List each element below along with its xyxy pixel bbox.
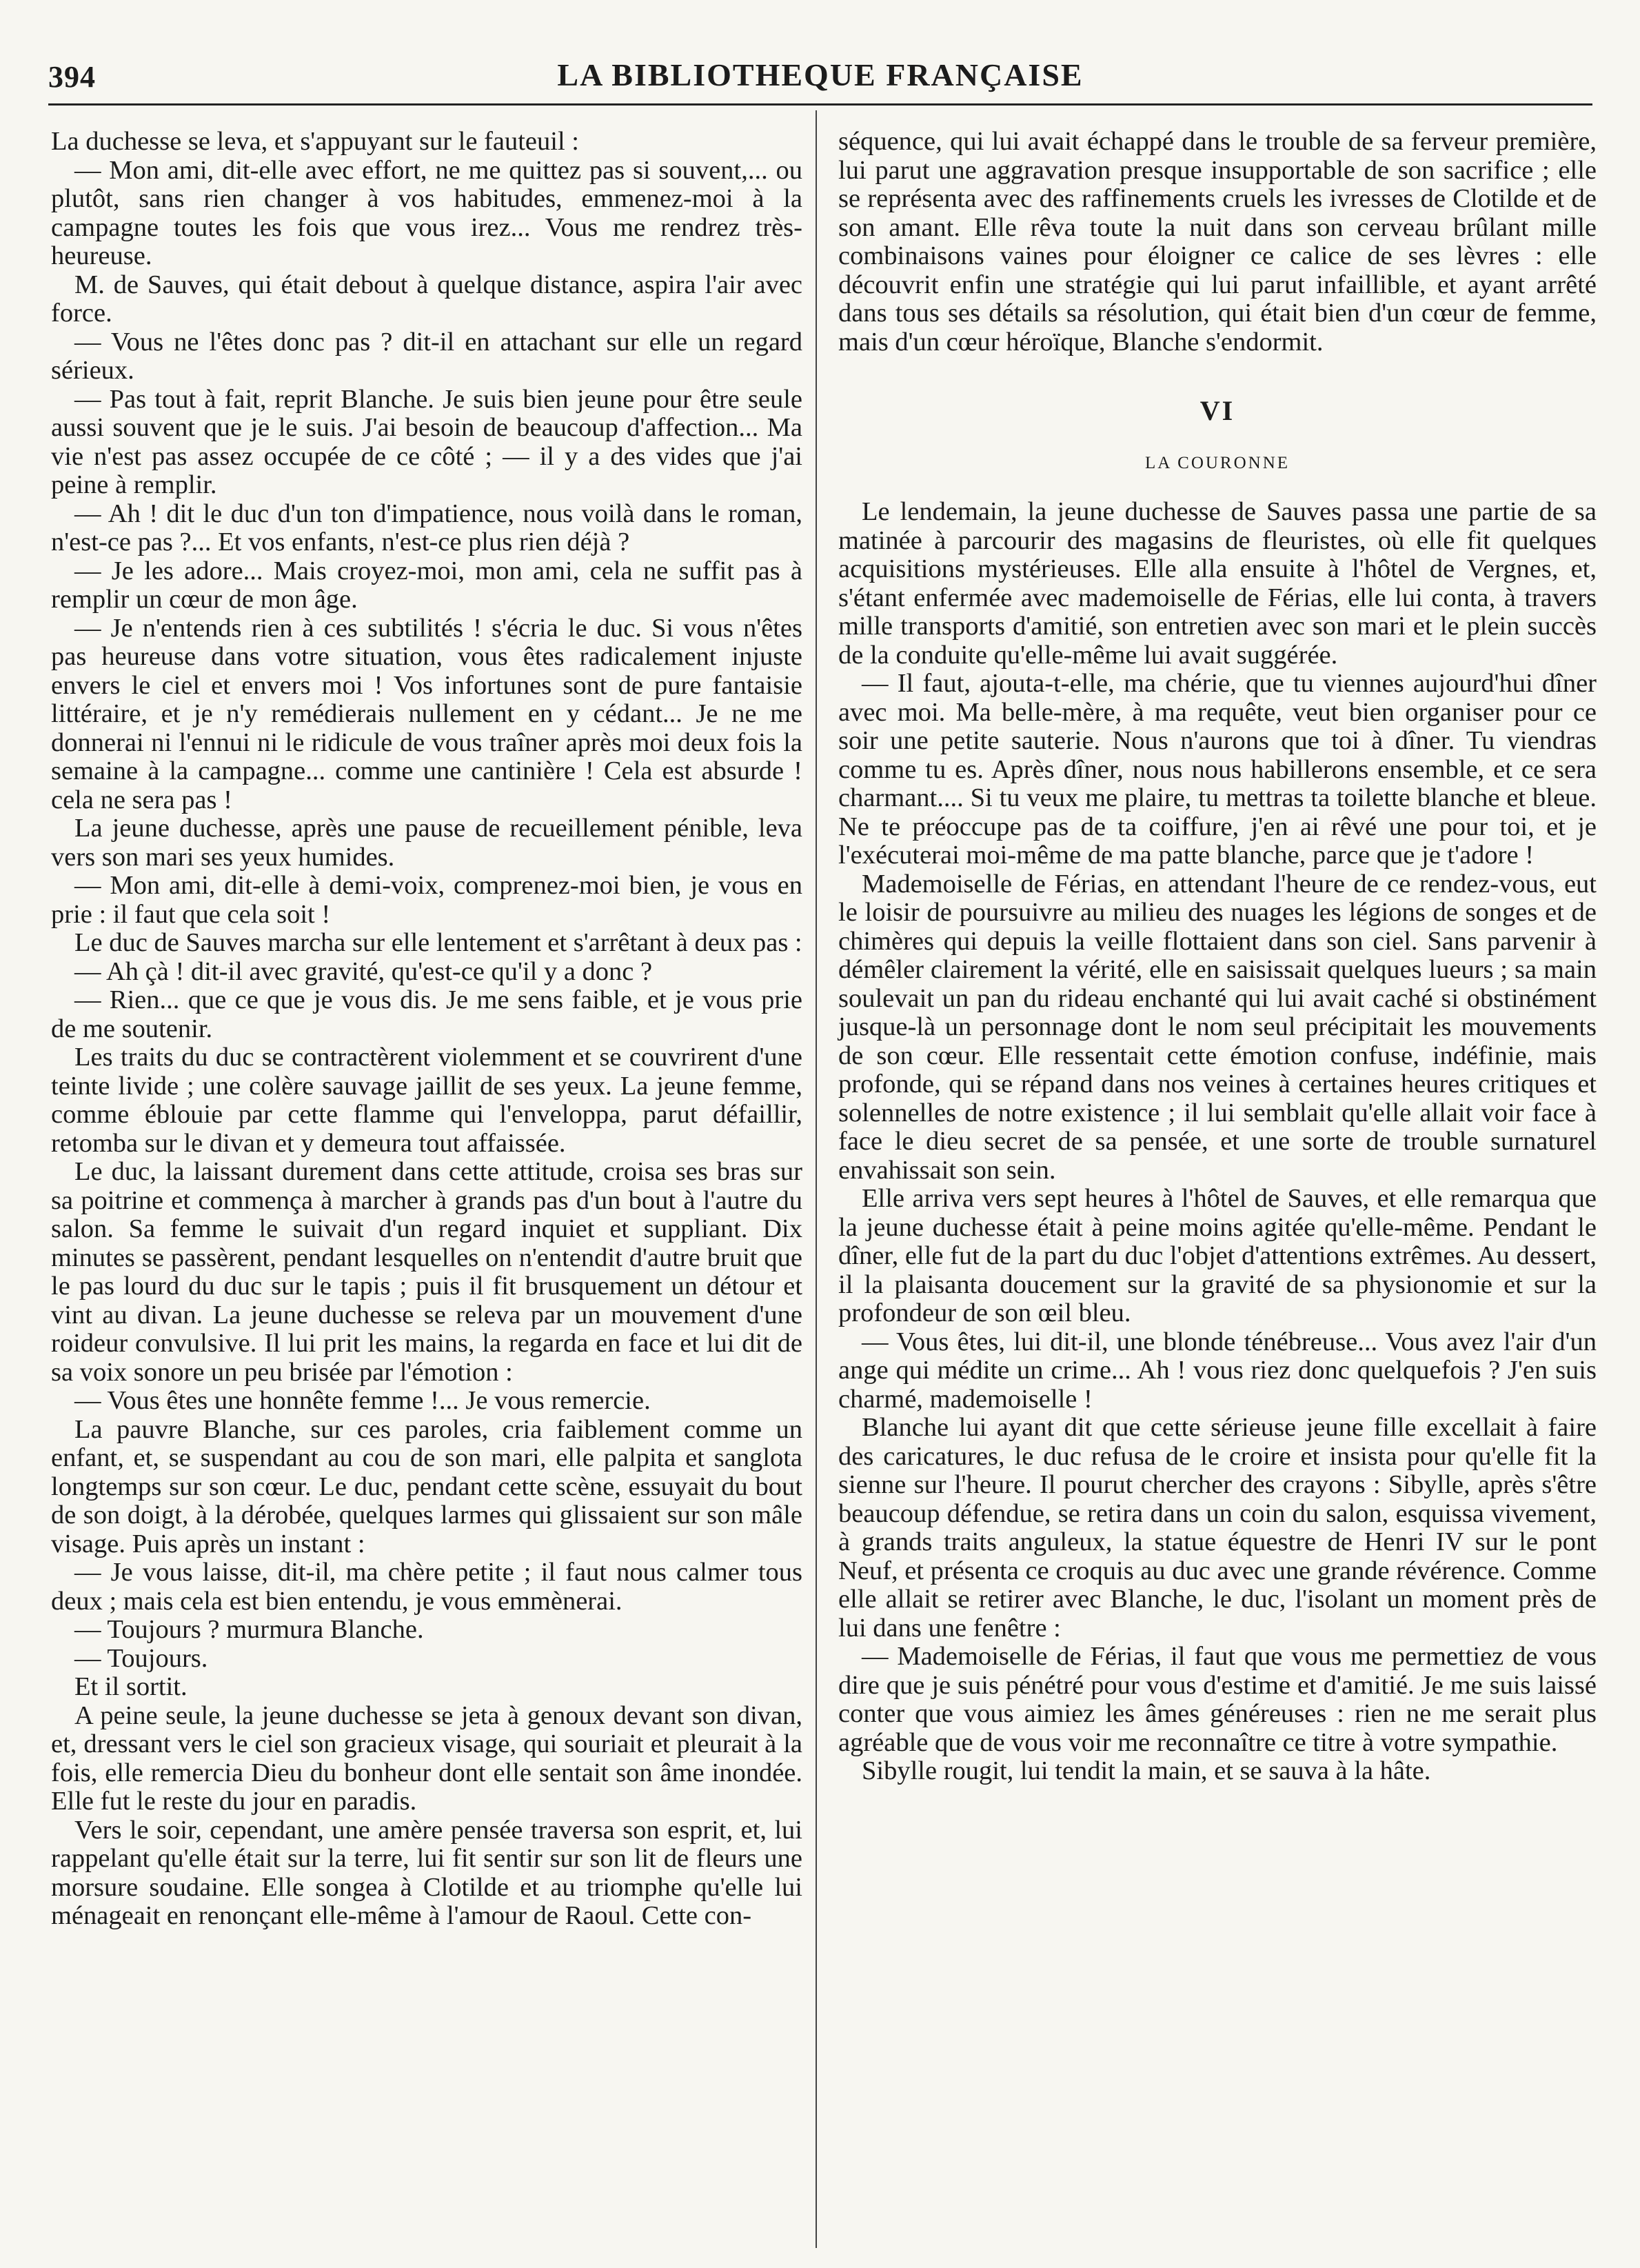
chapter-title: LA COURONNE — [1144, 453, 1290, 472]
paragraph: Le duc, la laissant durement dans cette attitude, croisa ses bras sur sa poitrine et commença à marcher à grands pas d'un bout à l'autre du salon. Sa femme le suivait d'un regard inquiet et suppliant. Dix minutes se passèrent, pendant lesquelles on n'entendit d'autre bruit que le pas lourd du duc sur le tapis ; puis il fit brusquement un détour et vint au divan. La jeune duchesse se releva par un mouvement d'une roideur convulsive. Il lui prit les mains, la regarda en face et lui dit de sa voix sonore un peu brisée par l'émotion : — [51, 1157, 802, 1387]
paragraph: — Mademoiselle de Férias, il faut que vous me permettiez de vous dire que je suis pénétré pour vous d'estime et d'amitié. Je me suis laissé conter que vous aimiez les âmes généreuses : rien ne me serait plus agréable que de vous voir me reconnaître ce titre à votre sympathie. — [838, 1642, 1597, 1757]
paragraph: M. de Sauves, qui était debout à quelque distance, aspira l'air avec force. — [51, 270, 802, 328]
paragraph: — Vous êtes une honnête femme !... Je vous remercie. — [74, 1386, 651, 1415]
column-divider — [816, 110, 817, 2248]
paragraph: — Toujours ? murmura Blanche. — [74, 1615, 424, 1644]
paragraph: La pauvre Blanche, sur ces paroles, cria faiblement comme un enfant, et, se suspendant au cou de son mari, elle palpita et sanglota longtemps sur son cœur. Le duc, pendant cette scène, essuyait du bout de son doigt, à la dérobée, quelques larmes qui glissaient sur son mâle visage. Puis après un instant : — [51, 1414, 802, 1558]
paragraph: séquence, qui lui avait échappé dans le trouble de sa ferveur première, lui parut une aggravation presque insupportable de son sacrifice ; elle se représenta avec des raffinements cruels les ivresses de Clotilde et de son amant. Elle rêva toute la nuit dans son cerveau brûlant mille combinaisons vaines pour éloigner ce calice de ses lèvres : elle découvrit enfin une stratégie qui lui parut infaillible, et ayant arrêté dans tous ses détails sa résolution, qui était bien d'un cœur de femme, mais d'un cœur héroïque, Blanche s'endormit. — [838, 127, 1597, 357]
paragraph: — Il faut, ajouta-t-elle, ma chérie, que tu viennes aujourd'hui dîner avec moi. Ma belle-mère, à ma requête, veut bien organiser pour ce soir une petite sauterie. Nous n'aurons que toi à dîner. Tu viendras comme tu es. Après dîner, nous nous habillerons ensemble, et ce sera charmant.... Si tu veux me plaire, tu mettras ta toilette blanche et bleue. Ne te préoccupe pas de ta coiffure, j'en ai rêvé une pour toi, et je l'exécuterai moi-même de ma patte blanche, parce que je t'adore ! — [838, 669, 1597, 870]
paragraph: — Rien... que ce que je vous dis. Je me sens faible, et je vous prie de me soutenir. — [51, 985, 802, 1043]
paragraph: Vers le soir, cependant, une amère pensée traversa son esprit, et, lui rappelant qu'elle était sur la terre, lui fit sentir sur son lit de fleurs une morsure soudaine. Elle songea à Clotilde et au triomphe qu'elle lui ménageait en renonçant elle-même à l'amour de Raoul. Cette con- — [51, 1815, 802, 1930]
paragraph: Blanche lui ayant dit que cette sérieuse jeune fille excellait à faire des caricatures, le duc refusa de le croire et insista pour qu'elle fit la sienne sur l'heure. Il pourut chercher des crayons : Sibylle, après s'être beaucoup défendue, se retira dans un coin du salon, esquissa vivement, à grands traits anguleux, la statue équestre de Henri IV sur le pont Neuf, et présenta ce croquis au duc avec une grande révérence. Comme elle allait se retirer avec Blanche, le duc, l'isolant un moment près de lui dans une fenêtre : — [838, 1413, 1597, 1643]
paragraph: — Toujours. — [74, 1643, 208, 1673]
paragraph: — Je n'entends rien à ces subtilités ! s'écria le duc. Si vous n'êtes pas heureuse dans votre situation, vous êtes radicalement injuste envers le ciel et envers moi ! Vos infortunes sont de pure fantaisie littéraire, et je n'y remédierais nullement en y cédant... Je ne me donnerai ni l'ennui ni le ridicule de vous traîner après moi deux fois la semaine à la campagne... comme une cantinière ! Cela est absurde ! cela ne sera pas ! — [51, 613, 802, 814]
paragraph: Le lendemain, la jeune duchesse de Sauves passa une partie de sa matinée à parcourir des magasins de fleuristes, où elle fit quelques acquisitions mystérieuses. Elle alla ensuite à l'hôtel de Vergnes, et, s'étant enfermée avec mademoiselle de Férias, elle lui conta, à travers mille transports d'amitié, son entretien avec son mari et le plein succès de la conduite qu'elle-même lui avait suggérée. — [838, 497, 1597, 670]
header-rule — [48, 103, 1592, 106]
paragraph: La jeune duchesse, après une pause de recueillement pénible, leva vers son mari ses yeux humides. — [51, 814, 802, 872]
paragraph: — Mon ami, dit-elle à demi-voix, comprenez-moi bien, je vous en prie : il faut que cela soit ! — [51, 871, 802, 929]
paragraph: Et il sortit. — [74, 1672, 188, 1701]
paragraph: — Mon ami, dit-elle avec effort, ne me quittez pas si souvent,... ou plutôt, sans rien changer à vos habitudes, emmenez-moi à la campagne toutes les fois que vous irez... Vous me rendrez très-heureuse. — [51, 155, 802, 270]
paragraph: — Ah çà ! dit-il avec gravité, qu'est-ce qu'il y a donc ? — [74, 956, 653, 986]
paragraph: La duchesse se leva, et s'appuyant sur le fauteuil : — [51, 127, 579, 156]
paragraph: — Pas tout à fait, reprit Blanche. Je suis bien jeune pour être seule aussi souvent que je le suis. J'ai besoin de beaucoup d'affection... Ma vie n'est pas assez occupée de ce côté ; — il y a des vides que j'ai peine à remplir. — [51, 384, 802, 499]
paragraph: Elle arriva vers sept heures à l'hôtel de Sauves, et elle remarqua que la jeune duchesse était à peine moins agitée qu'elle-même. Pendant le dîner, elle fut de la part du duc l'objet d'attentions extrêmes. Au dessert, il la plaisanta doucement sur la gravité de sa physionomie et sur la profondeur de son œil bleu. — [838, 1184, 1597, 1327]
page-header — [48, 54, 1592, 102]
paragraph: Le duc de Sauves marcha sur elle lentement et s'arrêtant à deux pas : — [74, 928, 802, 957]
left-column — [51, 128, 802, 1931]
paragraph: A peine seule, la jeune duchesse se jeta à genoux devant son divan, et, dressant vers le ciel son gracieux visage, qui souriait et pleurait à la fois, elle remercia Dieu du bonheur dont elle sentait son âme inondée. Elle fut le reste du jour en paradis. — [51, 1700, 802, 1816]
paragraph: Sibylle rougit, lui tendit la main, et se sauva à la hâte. — [862, 1756, 1431, 1785]
running-title: LA BIBLIOTHEQUE FRANÇAISE — [557, 57, 1084, 92]
page-number: 394 — [48, 60, 96, 94]
paragraph: — Vous ne l'êtes donc pas ? dit-il en attachant sur elle un regard sérieux. — [51, 327, 802, 385]
right-column — [838, 128, 1597, 1786]
paragraph: Mademoiselle de Férias, en attendant l'heure de ce rendez-vous, eut le loisir de poursuivre au milieu des nuages les légions de songes et de chimères qui depuis la veille flottaient dans son ciel. Sans parvenir à démêler clairement la vérité, elle en saisissait quelques lueurs ; sa main soulevait un pan du rideau enchanté qui lui avait caché si obstinément jusque-là un personnage dont le nom seul précipitait les mouvements de son cœur. Elle ressentait cette émotion confuse, indéfinie, mais profonde, qui se répand dans nos veines à certaines heures critiques et solennelles de notre existence ; il lui semblait qu'elle allait voir face à face le dieu secret de sa pensée, et une sorte de trouble surnaturel envahissait son sein. — [838, 869, 1597, 1185]
paragraph: — Vous êtes, lui dit-il, une blonde ténébreuse... Vous avez l'air d'un ange qui médite un crime... Ah ! vous riez donc quelquefois ? J'en suis charmé, mademoiselle ! — [838, 1327, 1597, 1414]
chapter-number: VI — [1199, 395, 1235, 426]
paragraph: Les traits du duc se contractèrent violemment et se couvrirent d'une teinte livide ; une colère sauvage jaillit de ses yeux. La jeune femme, comme éblouie par cette flamme qui l'enveloppa, parut défaillir, retomba sur le divan et y demeura tout affaissée. — [51, 1043, 802, 1158]
paragraph: — Je les adore... Mais croyez-moi, mon ami, cela ne suffit pas à remplir un cœur de mon âge. — [51, 556, 802, 614]
paragraph: — Ah ! dit le duc d'un ton d'impatience, nous voilà dans le roman, n'est-ce pas ?... Et vos enfants, n'est-ce plus rien déjà ? — [51, 499, 802, 556]
paragraph: — Je vous laisse, dit-il, ma chère petite ; il faut nous calmer tous deux ; mais cela est bien entendu, je vous emmènerai. — [51, 1558, 802, 1616]
